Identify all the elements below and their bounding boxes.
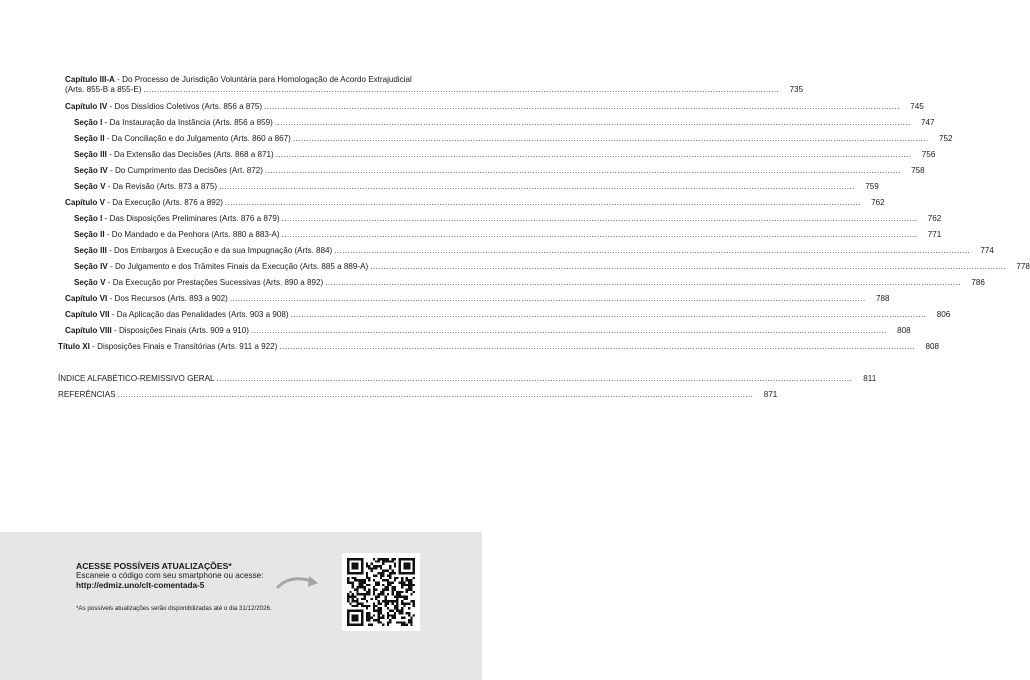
- toc-entry[interactable]: Seção III - Dos Embargos à Execução e da sua Impugnação (Arts. 884) ..... 774: [74, 246, 440, 256]
- toc-entry[interactable]: Seção II - Da Conciliação e do Julgamento (Arts. 860 a 867) ..... 752: [74, 134, 440, 144]
- arrow-right-icon: [276, 573, 322, 598]
- toc-leader: [225, 198, 861, 208]
- toc-entry[interactable]: Capítulo IV - Dos Dissídios Coletivos (Arts. 856 a 875) ..... 745: [65, 102, 440, 112]
- toc-page-number: 756: [921, 150, 936, 159]
- toc-page-number: 735: [789, 85, 804, 94]
- toc-leader: [264, 102, 900, 112]
- toc-leader: [276, 150, 912, 160]
- toc-page-number: 752: [939, 134, 953, 143]
- updates-instruction: Escaneie o código com seu smartphone ou acesse:: [76, 571, 264, 580]
- toc-entry[interactable]: Capítulo VI - Dos Recursos (Arts. 893 a 902) ..... 788: [65, 294, 440, 304]
- updates-note: *As possíveis atualizações serão disponibilizadas até o dia 31/12/2026.: [76, 605, 272, 612]
- toc-page-number: 808: [897, 326, 911, 335]
- toc-entry[interactable]: Capítulo V - Da Execução (Arts. 876 a 892) ..... 762: [65, 198, 440, 208]
- toc-entry[interactable]: Seção I - Das Disposições Preliminares (Arts. 876 a 879) ..... 762: [74, 214, 440, 224]
- toc-entry-index[interactable]: ÍNDICE ALFABÉTICO-REMISSIVO GERAL ..... 811: [58, 374, 440, 384]
- toc-entry[interactable]: Seção IV - Do Julgamento e dos Trâmites Finais da Execução (Arts. 885 a 889-A) ..... 778: [74, 262, 440, 272]
- updates-block: [76, 561, 296, 613]
- toc-page-number: 806: [936, 310, 951, 319]
- toc-page-number: 758: [911, 166, 925, 175]
- toc-leader: [334, 246, 970, 256]
- toc-entry[interactable]: Seção II - Do Mandado e da Penhora (Arts. 880 a 883-A) ..... 771: [74, 230, 440, 240]
- toc-entry[interactable]: Seção I - Da Instauração da Instância (Arts. 856 a 859) ..... 747: [74, 118, 440, 128]
- toc-page-number: 788: [876, 294, 890, 303]
- toc-leader: [217, 374, 853, 384]
- toc-page-number: 786: [971, 278, 985, 287]
- toc-page-number: 771: [927, 230, 942, 239]
- toc-leader: [279, 342, 915, 352]
- toc-entry[interactable]: Capítulo VII - Da Aplicação das Penalidades (Arts. 903 a 908) ..... 806: [65, 310, 440, 320]
- toc-entry[interactable]: Título XI - Disposições Finais e Transitórias (Arts. 911 a 922) ..... 808: [58, 342, 440, 352]
- toc-leader: [291, 310, 927, 320]
- toc-entry-line1: Capítulo III-A - Do Processo de Jurisdição Voluntária para Homologação de Acordo Extrajudicial: [65, 75, 412, 84]
- toc-page-number: 811: [863, 374, 877, 383]
- toc-entry[interactable]: Capítulo VIII - Disposições Finais (Arts. 909 a 910) ..... 808: [65, 326, 440, 336]
- toc-page-number: 762: [927, 214, 942, 223]
- toc-leader: [143, 85, 779, 95]
- toc-leader: [118, 390, 754, 400]
- toc-leader: [370, 262, 1006, 272]
- toc-entry[interactable]: [65, 75, 804, 95]
- toc-leader: [275, 118, 911, 128]
- toc-entry[interactable]: Seção V - Da Execução por Prestações Sucessivas (Arts. 890 a 892) ..... 786: [74, 278, 440, 288]
- toc-page-number: 774: [980, 246, 994, 255]
- toc-page-number: 808: [925, 342, 940, 351]
- toc-page-number: 759: [865, 182, 879, 191]
- toc-page-number: 762: [871, 198, 885, 207]
- toc-page-number: 778: [1016, 262, 1030, 271]
- toc-entry[interactable]: Seção IV - Do Cumprimento das Decisões (Art. 872) ..... 758: [74, 166, 440, 176]
- toc-leader: [325, 278, 961, 288]
- toc-leader: [251, 326, 887, 336]
- updates-heading: ACESSE POSSÍVEIS ATUALIZAÇÕES*: [76, 561, 232, 571]
- toc-entry[interactable]: Seção V - Da Revisão (Arts. 873 a 875) ..... 759: [74, 182, 440, 192]
- toc-page-number: 745: [910, 102, 924, 111]
- toc-leader: [230, 294, 866, 304]
- toc-leader: [265, 166, 901, 176]
- toc-entry-references[interactable]: REFERÊNCIAS ..... 871: [58, 390, 440, 400]
- toc-leader: [282, 230, 918, 240]
- toc-leader: [293, 134, 929, 144]
- updates-link[interactable]: http://edmiz.uno/clt-comentada-5: [76, 581, 205, 590]
- toc-page-number: 871: [763, 390, 778, 399]
- toc-page-number: 747: [921, 118, 935, 127]
- toc-entry-line2: (Arts. 855-B a 855-E): [65, 85, 142, 94]
- qr-code[interactable]: [342, 553, 420, 631]
- toc-entry[interactable]: Seção III - Da Extensão das Decisões (Arts. 868 a 871) ..... 756: [74, 150, 440, 160]
- toc-leader: [282, 214, 918, 224]
- toc-leader: [219, 182, 855, 192]
